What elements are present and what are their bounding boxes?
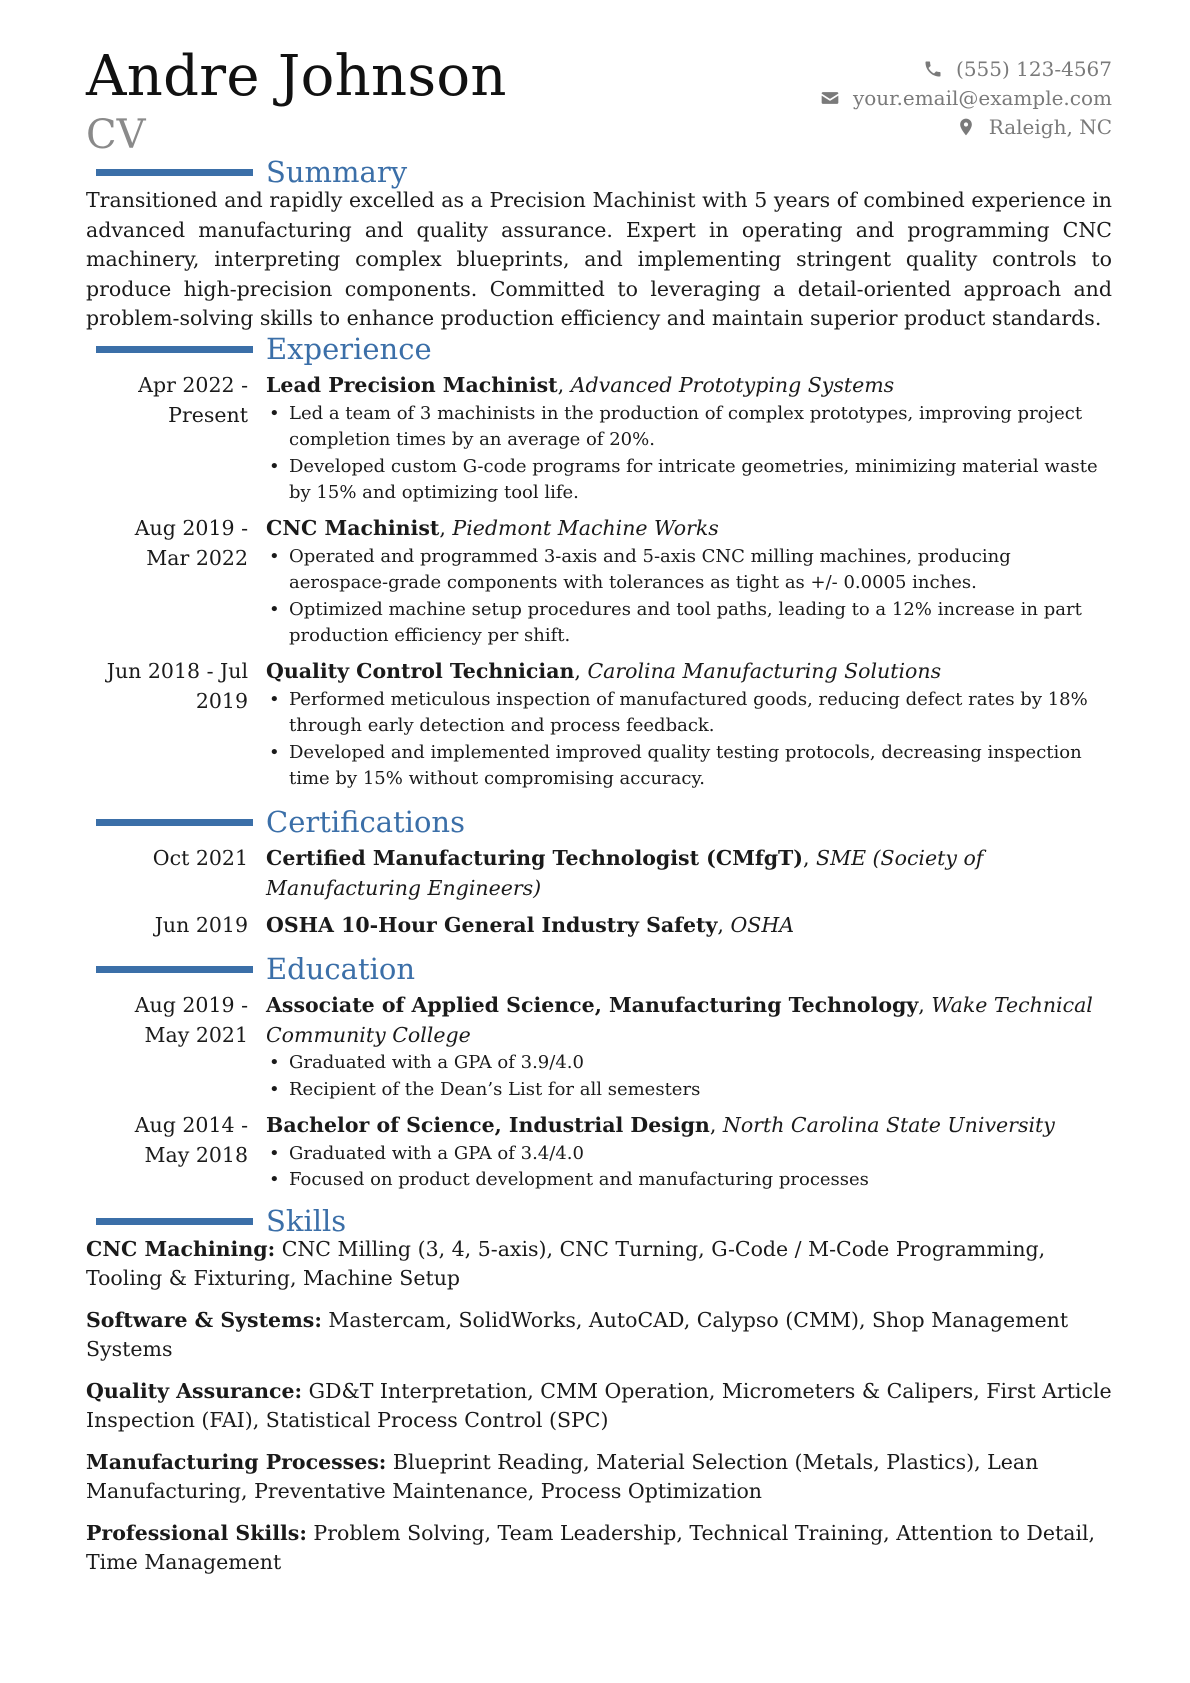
entry-organization: SME (Society of Manufacturing Engineers) [266,846,984,900]
entry-bullets [266,687,1106,793]
location-text: Raleigh, NC [988,114,1112,139]
skill-values: CNC Milling (3, 4, 5-axis), CNC Turning, G-Code / M-Code Programming, Tooling & Fixturing, Machine Setup [86,1237,1046,1290]
entry-bullets [266,544,1106,650]
section-title: Education [266,952,416,986]
phone-text[interactable]: (555) 123-4567 [956,56,1112,81]
section-bar [96,1218,253,1225]
contact-email [692,83,1112,112]
entry-title: Quality Control Technician [266,659,575,683]
entry-date: Aug 2014 - May 2018 [134,1113,248,1167]
entry-title: Bachelor of Science, Industrial Design [266,1113,710,1137]
entry-date: Jun 2019 [154,913,248,937]
entry-title: OSHA 10-Hour General Industry Safety [266,913,718,937]
entry-date: Aug 2019 - Mar 2022 [134,516,248,570]
section-title: Certifications [266,805,465,839]
section-title: Experience [266,332,432,366]
skill-values: Problem Solving, Team Leadership, Technical Training, Attention to Detail, Time Management [86,1521,1096,1574]
skill-line [86,1519,1112,1577]
entry-organization: North Carolina State University [722,1113,1055,1137]
skill-line [86,1448,1112,1506]
entry-heading: Certified Manufacturing Technologist (CMfgT), SME (Society of Manufacturing Engineers) [266,846,984,900]
list-item: • Focused on product development and manufacturing processes [289,1167,1106,1194]
skill-category: Professional Skills: [86,1521,307,1545]
document-subtitle: CV [86,112,146,158]
list-item: • Recipient of the Dean’s List for all semesters [289,1077,1106,1104]
entry-heading: Lead Precision Machinist, Advanced Prototyping Systems [266,373,895,397]
section-header-skills [86,1204,1112,1238]
section-bar [96,169,253,176]
list-item: • Optimized machine setup procedures and tool paths, leading to a 12% increase in part production efficiency per shift. [289,597,1106,650]
entry-date: Apr 2022 - Present [138,373,248,427]
envelope-icon [819,87,841,109]
skill-line [86,1377,1112,1435]
list-item: • Operated and programmed 3-axis and 5-axis CNC milling machines, producing aerospace-grade components with tolerances as tight as +/- 0.0005 inches. [289,544,1106,597]
list-item: • Led a team of 3 machinists in the production of complex prototypes, improving project completion times by an average of 20%. [289,401,1106,454]
skill-category: Quality Assurance: [86,1379,303,1403]
skill-values: Mastercam, SolidWorks, AutoCAD, Calypso (CMM), Shop Management Systems [86,1308,1069,1361]
skill-values: GD&T Interpretation, CMM Operation, Micrometers & Calipers, First Article Inspection (FAI), Statistical Process Control (SPC) [86,1379,1112,1432]
entry-organization: Piedmont Machine Works [452,516,719,540]
entry-title: Lead Precision Machinist [266,373,558,397]
entry-heading: OSHA 10-Hour General Industry Safety, OSHA [266,913,795,937]
list-item: • Graduated with a GPA of 3.9/4.0 [289,1050,1106,1077]
entry-organization: Advanced Prototyping Systems [570,373,895,397]
entry-organization: OSHA [730,913,795,937]
entry-date: Oct 2021 [152,846,248,870]
section-title: Summary [266,155,408,189]
map-pin-icon [955,116,977,138]
skill-category: Software & Systems: [86,1308,322,1332]
entry-organization: Carolina Manufacturing Solutions [587,659,942,683]
contact-phone [692,54,1112,83]
entry-bullets [266,1050,1106,1103]
contact-block [692,54,1112,141]
entry-bullets [266,401,1106,507]
entry-date: Aug 2019 - May 2021 [134,993,248,1047]
section-bar [96,819,253,826]
section-bar [96,966,253,973]
entry-title: CNC Machinist [266,516,440,540]
list-item: • Graduated with a GPA of 3.4/4.0 [289,1141,1106,1168]
summary-text: Transitioned and rapidly excelled as a Precision Machinist with 5 years of combined experience in advanced manufacturing and quality assurance. Expert in operating and programming CNC machinery, interpreting complex blueprints, and implementing stringent quality controls to produce high-precision components. Committed to leveraging a detail-oriented approach and problem-solving skills to enhance production efficiency and maintain superior product standards. [86,188,1112,330]
entry-heading: Bachelor of Science, Industrial Design, North Carolina State University [266,1113,1055,1137]
entry-heading: Associate of Applied Science, Manufacturing Technology, Wake Technical Community College [266,993,1093,1047]
skill-category: Manufacturing Processes: [86,1450,387,1474]
entry-title: Certified Manufacturing Technologist (CMfgT) [266,846,803,870]
list-item: • Performed meticulous inspection of manufactured goods, reducing defect rates by 18% through early detection and process feedback. [289,687,1106,740]
phone-icon [922,58,944,80]
section-header-summary [86,155,1112,189]
entry-bullets [266,1141,1106,1194]
list-item: • Developed and implemented improved quality testing protocols, decreasing inspection time by 15% without compromising accuracy. [289,740,1106,793]
entry-organization: Wake Technical Community College [266,993,1093,1047]
section-header-certifications [86,805,1112,839]
candidate-name: Andre Johnson [86,44,507,109]
skill-values: Blueprint Reading, Material Selection (Metals, Plastics), Lean Manufacturing, Preventative Maintenance, Process Optimization [86,1450,1039,1503]
entry-heading: CNC Machinist, Piedmont Machine Works [266,516,719,540]
skill-category: CNC Machining: [86,1237,276,1261]
cv-page [86,0,1112,1683]
entry-heading: Quality Control Technician, Carolina Manufacturing Solutions [266,659,942,683]
skill-line [86,1235,1112,1293]
list-item: • Developed custom G-code programs for intricate geometries, minimizing material waste by 15% and optimizing tool life. [289,454,1106,507]
contact-location [692,112,1112,141]
entry-date: Jun 2018 - Jul 2019 [106,659,248,713]
section-header-education [86,952,1112,986]
section-title: Skills [266,1204,347,1238]
section-header-experience [86,332,1112,366]
section-bar [96,346,253,353]
email-text[interactable]: your.email@example.com [852,85,1112,110]
skill-line [86,1306,1112,1364]
entry-title: Associate of Applied Science, Manufacturing Technology [266,993,919,1017]
